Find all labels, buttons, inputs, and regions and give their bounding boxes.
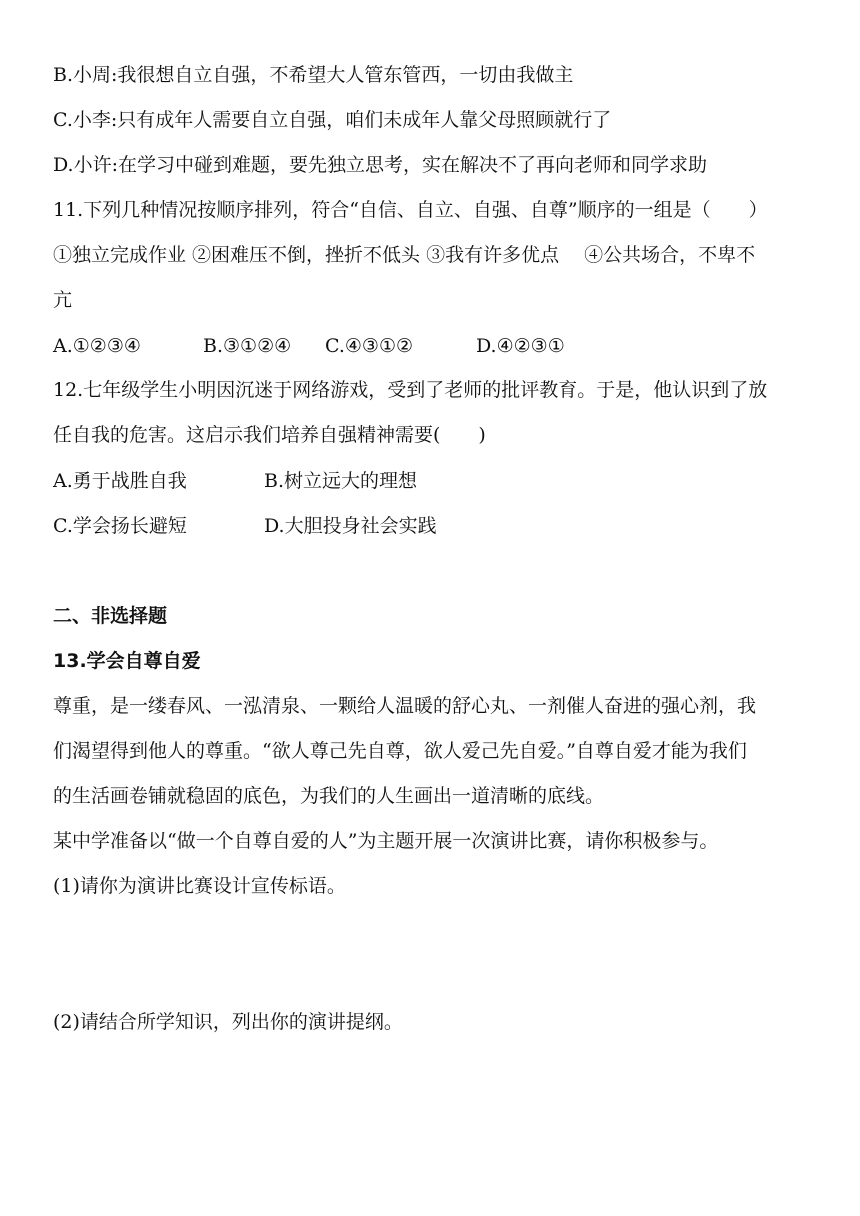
q13-paragraph-line3: 的生活画卷铺就稳固的底色，为我们的人生画出一道清晰的底线。 (53, 785, 605, 807)
q11-option-a: A.①②③④ (53, 335, 141, 357)
q10-option-b: B.小周:我很想自立自强，不希望大人管东管西，一切由我做主 (53, 64, 574, 86)
q13-subquestion-2: (2)请结合所学知识，列出你的演讲提纲。 (53, 1011, 403, 1033)
q10-option-d: D.小许:在学习中碰到难题，要先独立思考，实在解决不了再向老师和同学求助 (53, 154, 707, 176)
q11-items-line1: ①独立完成作业 ②困难压不倒，挫折不低头 ③我有许多优点 ④公共场合，不卑不 (53, 244, 756, 266)
q12-stem-line1: 12.七年级学生小明因沉迷于网络游戏，受到了老师的批评教育。于是，他认识到了放 (53, 379, 768, 401)
q13-title: 13.学会自尊自爱 (53, 650, 201, 672)
q11-option-c: C.④③①② (325, 335, 414, 357)
q12-option-a: A.勇于战胜自我 (53, 470, 187, 492)
q11-stem: 11.下列几种情况按顺序排列，符合“自信、自立、自强、自尊”顺序的一组是（ ） (53, 199, 768, 221)
q13-paragraph-line2: 们渴望得到他人的尊重。“欲人尊己先自尊，欲人爱己先自爱。”自尊自爱才能为我们 (53, 740, 747, 762)
q10-option-c: C.小李:只有成年人需要自立自强，咱们未成年人靠父母照顾就行了 (53, 109, 612, 131)
q13-task-description: 某中学准备以“做一个自尊自爱的人”为主题开展一次演讲比赛，请你积极参与。 (53, 830, 719, 852)
q12-stem-line2: 任自我的危害。这启示我们培养自强精神需要( ) (53, 424, 486, 446)
q12-option-b: B.树立远大的理想 (264, 470, 418, 492)
q11-option-b: B.③①②④ (203, 335, 292, 357)
q11-option-d: D.④②③① (476, 335, 565, 357)
section-heading: 二、非选择题 (53, 605, 168, 627)
q13-subquestion-1: (1)请你为演讲比赛设计宣传标语。 (53, 875, 346, 897)
q12-option-c: C.学会扬长避短 (53, 515, 187, 537)
q12-option-d: D.大胆投身社会实践 (264, 515, 437, 537)
q13-paragraph-line1: 尊重，是一缕春风、一泓清泉、一颗给人温暖的舒心丸、一剂催人奋进的强心剂，我 (53, 695, 757, 717)
q11-items-line2: 亢 (53, 289, 73, 311)
